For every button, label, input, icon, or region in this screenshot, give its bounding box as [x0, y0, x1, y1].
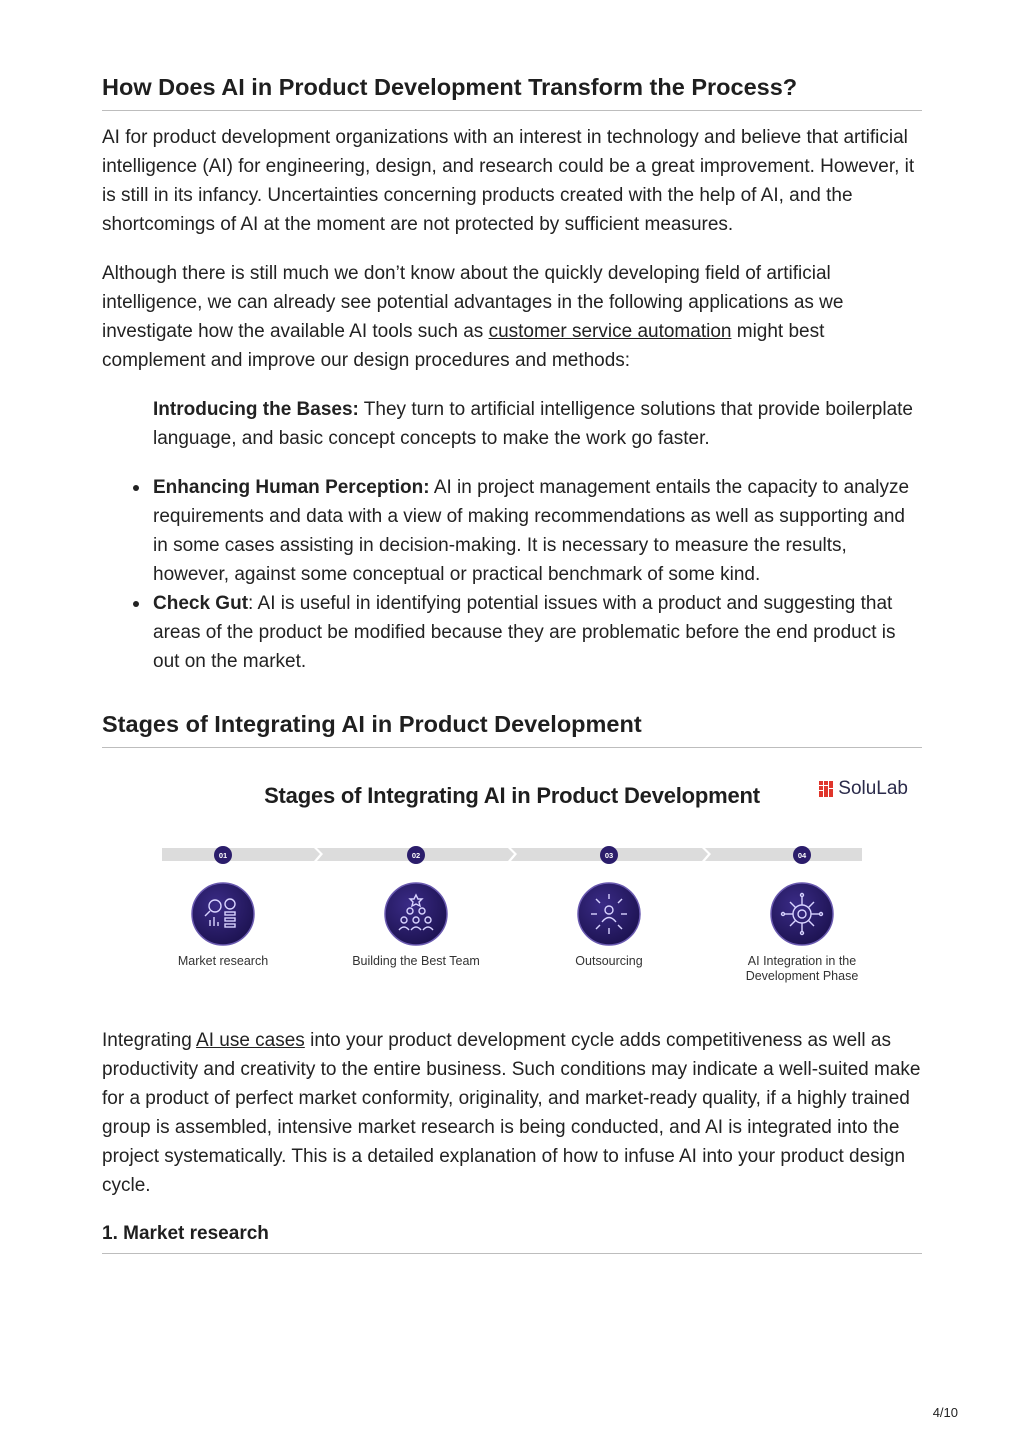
- list-item-text: AI in project management entails the capacity to analyze requirements and data with a view of making recommendations as well as supporting and in some cases assisting in decision-making. It is necessary to measure the results, however, against some conceptual or practical benchmark of some kind.: [153, 477, 910, 585]
- list-item-title: Enhancing Human Perception:: [153, 477, 430, 498]
- paragraph-text: Although there is still much we don’t know about the quickly developing field of artificial intelligence, we can already see potential advantages in the following applications as we investigate how the available AI tools such as: [102, 263, 844, 342]
- section-heading: Stages of Integrating AI in Product Development: [102, 710, 922, 748]
- paragraph-text: into your product development cycle adds competitiveness as well as productivity and creativity to the entire business. Such conditions may indicate a well-suited make for a product of perfect market conformity, originality, and market-ready quality, if a highly trained group is assembled, intensive market research is being conducted, and AI is integrated into the project systematically. This is a detailed explanation of how to infuse AI into your product design cycle.: [102, 1030, 921, 1196]
- intro-item-text: They turn to artificial intelligence solutions that provide boilerplate language, and basic concept concepts to make the work go faster.: [153, 399, 913, 449]
- paragraph-text: Integrating: [102, 1030, 197, 1051]
- ai-integration-icon: [771, 883, 833, 945]
- timeline-segment: [162, 848, 320, 861]
- timeline-segment: [705, 848, 862, 861]
- stage-label: Market research: [177, 954, 269, 968]
- stage-number: 02: [411, 851, 421, 860]
- subsection-heading: 1. Market research: [102, 1222, 922, 1254]
- page-number: 4/10: [932, 1405, 958, 1420]
- bullet-icon: [133, 601, 139, 607]
- stage-number: 03: [604, 851, 614, 860]
- solulab-logo-text: SoluLab: [838, 778, 908, 799]
- stage-number: 04: [797, 851, 807, 860]
- stages-infographic: [102, 748, 922, 1008]
- customer-service-automation-link[interactable]: customer service automation: [488, 321, 732, 342]
- stage-label: Outsourcing: [575, 954, 643, 968]
- paragraph-text: might best complement and improve our design procedures and methods:: [102, 321, 825, 371]
- list-item: [153, 589, 922, 676]
- list-item-text: : AI is useful in identifying potential issues with a product and suggesting that areas of the product be modified because they are problematic before the end product is out on the market.: [153, 593, 896, 672]
- bullet-list: [102, 473, 922, 676]
- team-icon: [385, 883, 447, 945]
- stage-number: 01: [218, 851, 228, 860]
- section-heading: How Does AI in Product Development Transform the Process?: [102, 73, 922, 111]
- paragraph: [102, 1026, 922, 1200]
- bullet-icon: [133, 485, 139, 491]
- ai-use-cases-link[interactable]: AI use cases: [196, 1030, 305, 1051]
- infographic-title: Stages of Integrating AI in Product Development: [264, 783, 760, 808]
- paragraph: [102, 259, 922, 375]
- intro-item: [102, 395, 922, 453]
- paragraph: AI for product development organizations with an interest in technology and believe that artificial intelligence (AI) for engineering, design, and research could be a great improvement. However, it is still in its infancy. Uncertainties concerning products created with the help of AI, and the shortcomings of AI at the moment are not protected by sufficient measures.: [102, 127, 915, 235]
- stage-label: AI Integration in the Development Phase: [745, 954, 859, 983]
- article-content: [102, 0, 922, 1254]
- list-item: [153, 473, 922, 589]
- intro-item-title: Introducing the Bases:: [153, 399, 359, 420]
- list-item-title: Check Gut: [153, 593, 249, 614]
- stage-label: Building the Best Team: [352, 954, 480, 968]
- market-research-icon: [192, 883, 254, 945]
